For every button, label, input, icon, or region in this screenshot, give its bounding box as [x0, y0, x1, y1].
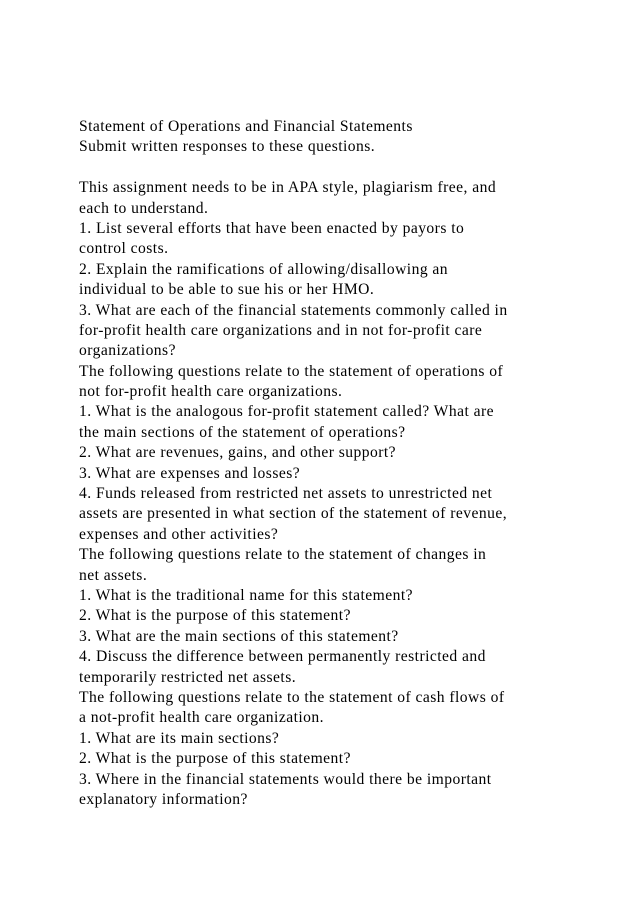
- document-body: [79, 178, 579, 810]
- text-line: temporarily restricted net assets.: [79, 668, 297, 686]
- text-line: 2. Explain the ramifications of allowing/disallowing an: [79, 260, 449, 278]
- text-line: 3. What are each of the financial statements commonly called in: [79, 301, 508, 319]
- document-subtitle: Submit written responses to these questions.: [79, 138, 376, 156]
- text-line: 2. What are revenues, gains, and other support?: [79, 444, 397, 462]
- text-line: for-profit health care organizations and in not for-profit care: [79, 321, 483, 339]
- document-text: [79, 117, 579, 810]
- text-line: not for-profit health care organizations.: [79, 383, 343, 401]
- text-line: 4. Discuss the difference between permanently restricted and: [79, 648, 486, 666]
- text-line: organizations?: [79, 342, 176, 360]
- text-line: 1. List several efforts that have been enacted by payors to: [79, 219, 465, 237]
- text-line: The following questions relate to the statement of operations of: [79, 362, 504, 380]
- text-line: 1. What is the traditional name for this statement?: [79, 586, 414, 604]
- text-line: This assignment needs to be in APA style, plagiarism free, and: [79, 179, 497, 197]
- text-line: 4. Funds released from restricted net assets to unrestricted net: [79, 485, 493, 503]
- document-title: Statement of Operations and Financial Statements: [79, 118, 413, 135]
- text-line: explanatory information?: [79, 790, 248, 808]
- text-line: 3. What are expenses and losses?: [79, 464, 301, 482]
- text-line: 2. What is the purpose of this statement?: [79, 607, 351, 625]
- text-line: The following questions relate to the statement of changes in: [79, 546, 487, 564]
- text-line: 3. What are the main sections of this statement?: [79, 627, 399, 645]
- text-line: assets are presented in what section of the statement of revenue,: [79, 505, 508, 523]
- text-line: 3. Where in the financial statements would there be important: [79, 770, 492, 788]
- paragraph-spacer: [79, 158, 579, 178]
- text-line: individual to be able to sue his or her HMO.: [79, 281, 375, 299]
- text-line: The following questions relate to the statement of cash flows of: [79, 688, 505, 706]
- text-line: net assets.: [79, 566, 148, 584]
- text-line: expenses and other activities?: [79, 525, 279, 543]
- text-line: each to understand.: [79, 199, 209, 217]
- text-line: a not-profit health care organization.: [79, 709, 324, 727]
- text-line: 1. What is the analogous for-profit statement called? What are: [79, 403, 494, 421]
- text-line: the main sections of the statement of operations?: [79, 423, 406, 441]
- text-line: control costs.: [79, 240, 169, 258]
- text-line: 1. What are its main sections?: [79, 729, 280, 747]
- text-line: 2. What is the purpose of this statement?: [79, 750, 351, 768]
